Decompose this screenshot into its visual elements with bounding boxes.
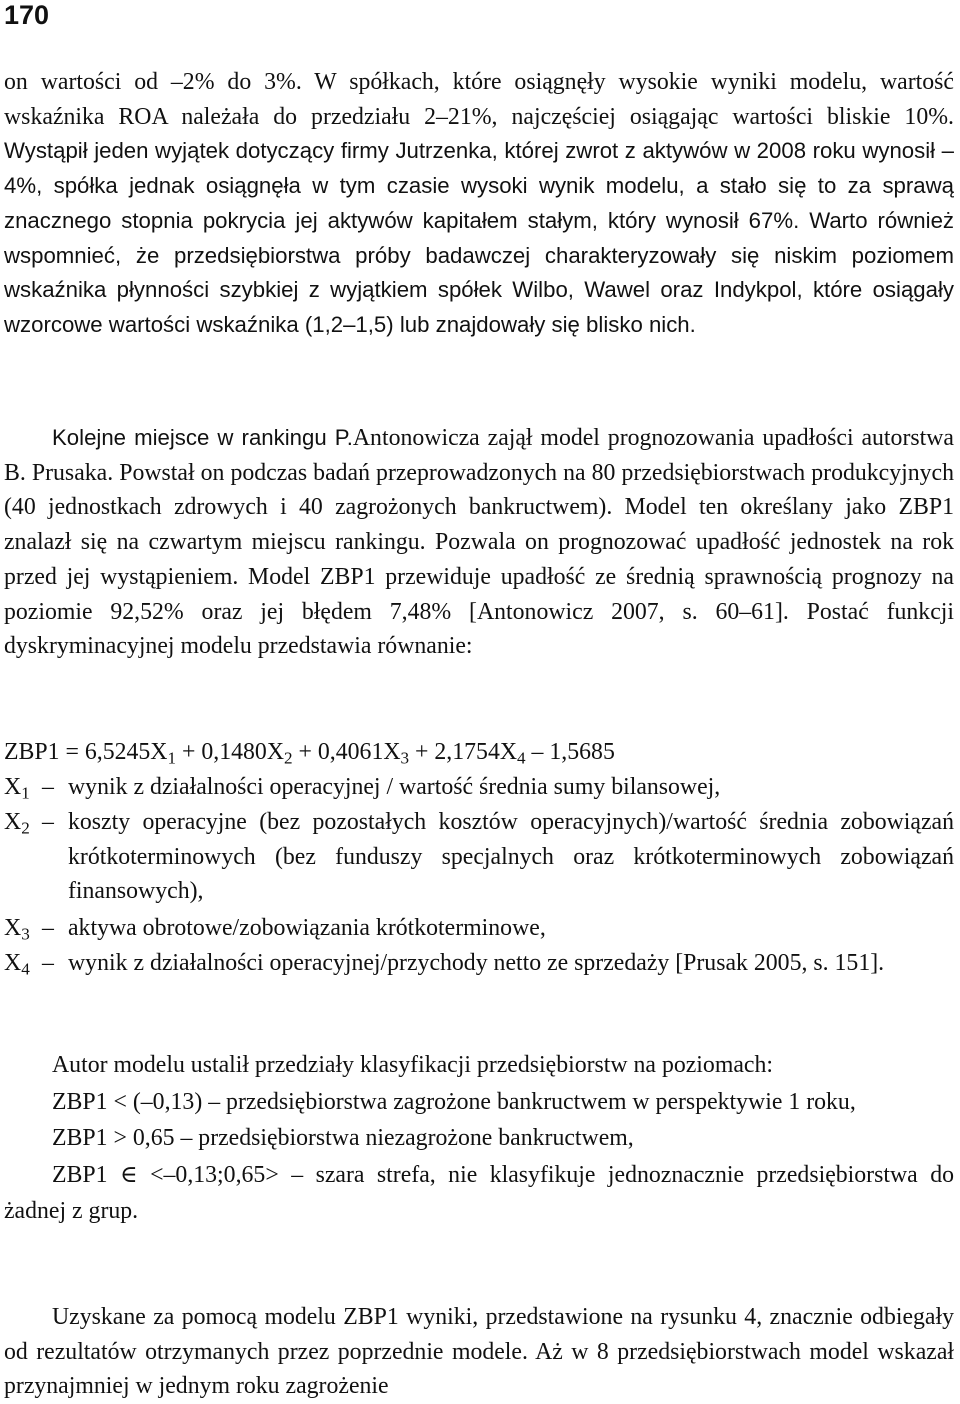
equation-subscript-3: 3 [400,748,410,768]
definition-x3 [4,911,954,946]
equation-constant: – 1,5685 [525,739,615,765]
classification-safe: ZBP1 > 0,65 – przedsiębiorstwa niezagrożone bankructwem, [52,1125,634,1151]
zbp1-equation [4,735,615,769]
paragraph-roa-results [4,65,954,343]
definition-symbol: $X_3$ [4,915,30,944]
definition-symbol: $X_2$ [4,809,30,838]
definition-text: koszty operacyjne (bez pozostałych kosztów operacyjnych)/wartość średnia zobowiązań krótkoterminowych (bez funduszy specjalnych oraz krótkoterminowych zobowiązań finansowych), [68,809,954,905]
equation-term-2: + 0,1480X [176,739,285,765]
classification-intro: Autor modelu ustalił przedziały klasyfikacji przedsiębiorstw na poziomach: [52,1052,773,1078]
definition-dash: – [42,915,54,941]
paragraph-zbp1-model [4,421,954,664]
classification-block [4,1047,954,1230]
paragraph-zbp1-serif-part: Antonowicza zajął model prognozowania upadłości autorstwa B. Prusaka. Powstał on podczas badań przeprowadzonych na 80 przedsiębiorstwach produkcyjnych (40 jednostkach zdrowych i 40 zagrożonych bankructwem). Model ten określany jako ZBP1 znalazł się na czwartym miejscu rankingu. Pozwala on prognozować upadłość jednostek na rok przed jej wystąpieniem. Model ZBP1 przewiduje upadłość ze średnią sprawnością prognozy na poziomie 92,52% oraz jej błędem 7,48% [Antonowicz 2007, s. 60–61]. Postać funkcji dyskryminacyjnej modelu przedstawia równanie: [4,425,954,660]
equation-subscript-4: 4 [517,748,526,768]
definition-text: wynik z działalności operacyjnej / wartość średnia sumy bilansowej, [68,774,721,800]
definition-text: aktywa obrotowe/zobowiązania krótkoterminowe, [68,915,546,941]
definition-symbol: $X_4$ [4,950,30,979]
equation-term-4: + 2,1754X [409,739,518,765]
equation-subscript-2: 2 [284,748,293,768]
equation-term-3: + 0,4061X [292,739,401,765]
equation-term-1: ZBP1 = 6,5245X [4,739,168,765]
definition-text: wynik z działalności operacyjnej/przychody netto ze sprzedaży [Prusak 2005, s. 151]. [68,950,885,976]
definition-x4 [4,946,954,981]
classification-grey-zone: ZBP1 ∈ <–0,13;0,65> – szara strefa, nie klasyfikuje jednoznacznie przedsiębiorstwa do żadnej z grup. [4,1161,954,1224]
paragraph-zbp1-sans-part: Kolejne miejsce w rankingu P. [52,425,353,450]
paragraph-roa-sans-part: Wystąpił jeden wyjątek dotyczący firmy Jutrzenka, której zwrot z aktywów w 2008 roku wynosił –4%, spółka jednak osiągnęła w tym czasie wysoki wynik modelu, a stało się to za sprawą znacznego stopnia pokrycia jej aktywów kapitałem stałym, który wynosił 67%. Warto również wspomnieć, że przedsiębiorstwa próby badawczej charakteryzowały się niskim poziomem wskaźnika płynności szybkiej z wyjątkiem spółek Wilbo, Wawel oraz Indykpol, które osiągały wzorcowe wartości wskaźnika (1,2–1,5) lub znajdowały się blisko nich. [4,138,954,337]
equation-subscript-1: 1 [167,748,177,768]
definition-x2 [4,805,954,909]
paragraph-results: Uzyskane za pomocą modelu ZBP1 wyniki, przedstawione na rysunku 4, znacznie odbiegały od rezultatów otrzymanych przez poprzednie modele. Aż w 8 przedsiębiorstwach model wskazał przynajmniej w jednym roku zagrożenie [4,1304,954,1399]
definition-dash: – [42,774,54,800]
classification-threatened: ZBP1 < (–0,13) – przedsiębiorstwa zagrożone bankructwem w perspektywie 1 roku, [52,1088,856,1115]
definition-symbol: $X_1$ [4,774,30,803]
paragraph-roa-serif-part: on wartości od –2% do 3%. W spółkach, które osiągnęły wysokie wyniki modelu, wartość wskaźnika ROA należała do przedziału 2–21%, najczęściej osiągając wartości bliskie 10%. [4,69,954,130]
definition-dash: – [42,950,54,976]
definition-x1 [4,770,954,805]
definition-dash: – [42,809,54,835]
page-number: 170 [4,0,50,30]
